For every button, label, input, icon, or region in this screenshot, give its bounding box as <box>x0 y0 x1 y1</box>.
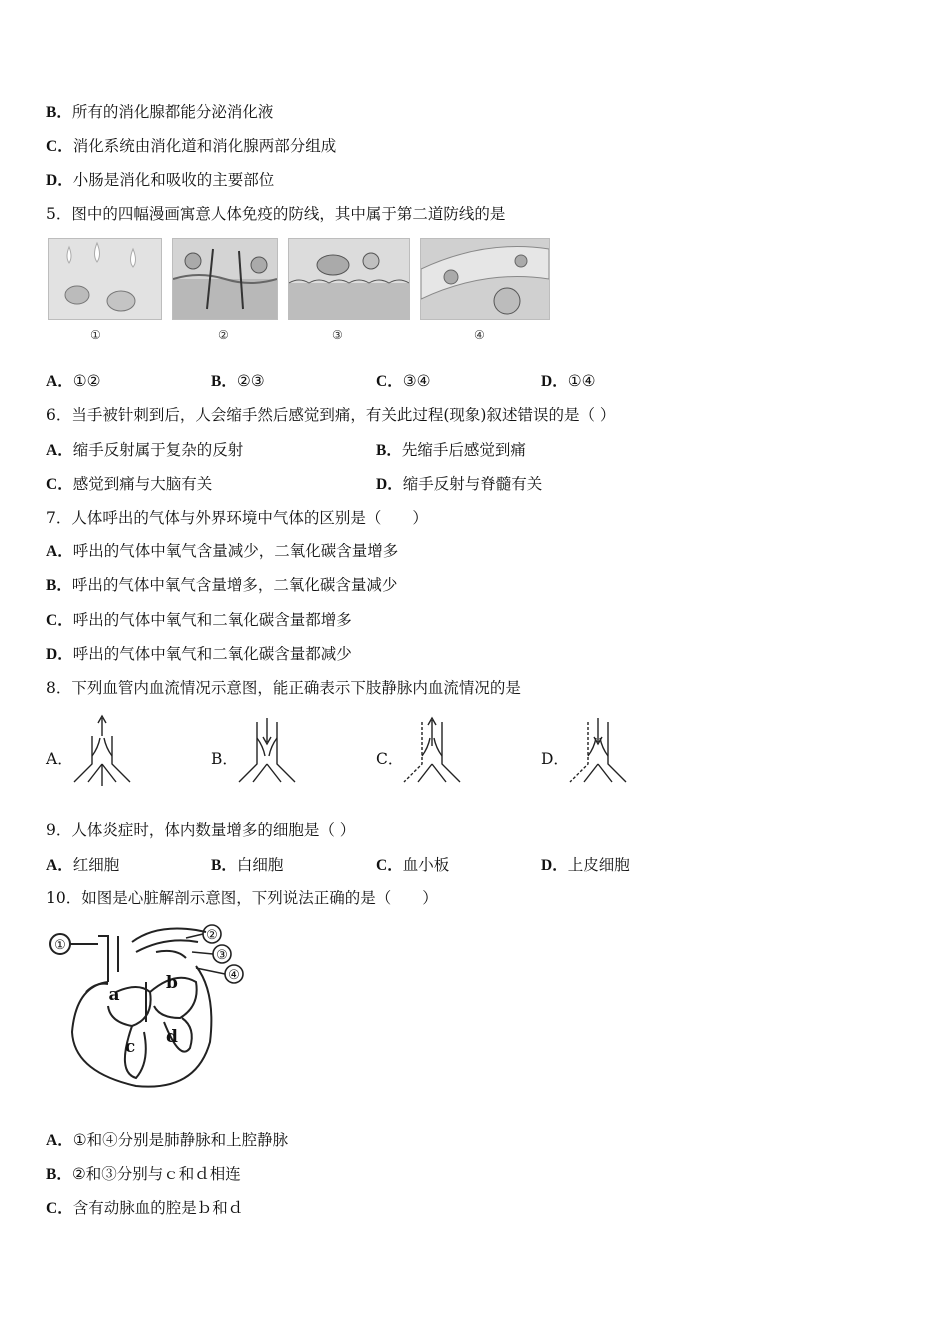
option-label: A． <box>46 1132 73 1149</box>
comic-caption-2: ② <box>218 328 229 342</box>
option-label: B． <box>211 373 237 390</box>
q8-option-c-label: C． <box>376 750 404 768</box>
option-label: B． <box>46 1166 72 1183</box>
vessel-diagram-b <box>235 712 315 790</box>
q9-option-d <box>541 855 630 876</box>
q8-option-a-label: A． <box>46 750 73 768</box>
option-label: B． <box>46 577 72 594</box>
option-label: A． <box>46 442 73 459</box>
vessel-diagram-c <box>400 712 480 790</box>
q5-stem: 5．图中的四幅漫画寓意人体免疫的防线，其中属于第二道防线的是 <box>46 205 506 223</box>
option-text: 含有动脉血的腔是ｂ和ｄ <box>72 1199 244 1217</box>
option-label: A． <box>46 373 73 390</box>
heart-chamber-a: a <box>108 985 120 1005</box>
option-label: D． <box>46 172 73 189</box>
q7-stem: 7．人体呼出的气体与外界环境中气体的区别是（ ） <box>46 509 428 527</box>
heart-chamber-c: c <box>124 1037 136 1057</box>
q8-option-d-label: D． <box>541 750 569 768</box>
q5-option-d <box>541 371 596 392</box>
option-label: D． <box>376 476 403 493</box>
q6-option-b <box>376 440 526 461</box>
option-text: 白细胞 <box>236 856 284 874</box>
option-label: C． <box>376 857 403 874</box>
option-label: C． <box>46 476 73 493</box>
vessel-diagram-a <box>70 712 150 790</box>
q10-option-a <box>46 1130 288 1151</box>
immunity-comic-4 <box>420 238 550 320</box>
q6-option-c <box>46 474 212 495</box>
option-label: D． <box>541 857 568 874</box>
option-text: 呼出的气体中氧气含量减少，二氧化碳含量增多 <box>72 542 399 560</box>
heart-label-3: ③ <box>216 948 228 963</box>
option-text: 缩手反射与脊髓有关 <box>402 475 543 493</box>
q10-stem: 10．如图是心脏解剖示意图，下列说法正确的是（ ） <box>46 889 438 907</box>
q5-option-b <box>211 371 265 392</box>
q9-option-b <box>211 855 283 876</box>
option-label: C． <box>46 138 73 155</box>
heart-label-1: ① <box>54 938 66 953</box>
option-text: ①④ <box>567 372 596 390</box>
heart-label-4: ④ <box>228 968 240 983</box>
vessel-diagram-d <box>566 712 646 790</box>
q6-option-d <box>376 474 542 495</box>
option-label: A． <box>46 543 73 560</box>
option-label: B． <box>46 104 72 121</box>
option-label: C． <box>46 612 73 629</box>
q7-option-a <box>46 541 398 562</box>
option-label: B． <box>211 857 237 874</box>
comic-caption-4: ④ <box>474 328 485 342</box>
option-text: 感觉到痛与大脑有关 <box>72 475 213 493</box>
q5-option-c <box>376 371 431 392</box>
heart-chamber-b: b <box>166 973 178 993</box>
option-text: 缩手反射属于复杂的反射 <box>72 441 244 459</box>
q5-option-a <box>46 371 101 392</box>
option-label: A． <box>46 857 73 874</box>
option-label: B． <box>376 442 402 459</box>
option-text: ②和③分别与ｃ和ｄ相连 <box>71 1165 241 1183</box>
option-text: 上皮细胞 <box>567 856 630 874</box>
option-text: 消化系统由消化道和消化腺两部分组成 <box>72 137 337 155</box>
option-text: ②③ <box>236 372 265 390</box>
option-text: 红细胞 <box>72 856 120 874</box>
heart-chamber-d: d <box>166 1027 178 1047</box>
q10-option-c <box>46 1198 243 1219</box>
option-label: D． <box>541 373 568 390</box>
option-label: D． <box>46 646 73 663</box>
q7-option-b <box>46 575 397 596</box>
option-text: 小肠是消化和吸收的主要部位 <box>72 171 275 189</box>
q4-option-c <box>46 136 336 157</box>
q9-option-c <box>376 855 449 876</box>
q8-stem: 8．下列血管内血流情况示意图，能正确表示下肢静脉内血流情况的是 <box>46 679 521 697</box>
heart-label-2: ② <box>206 928 218 943</box>
q9-option-a <box>46 855 119 876</box>
option-text: ①和④分别是肺静脉和上腔静脉 <box>72 1131 289 1149</box>
option-text: 血小板 <box>402 856 450 874</box>
option-label: C． <box>376 373 403 390</box>
immunity-comic-2 <box>172 238 278 320</box>
heart-anatomy-diagram <box>46 922 256 1092</box>
option-text: 所有的消化腺都能分泌消化液 <box>71 103 274 121</box>
immunity-comic-1 <box>48 238 162 320</box>
option-text: 先缩手后感觉到痛 <box>401 441 526 459</box>
q6-stem: 6．当手被针刺到后，人会缩手然后感觉到痛，有关此过程(现象)叙述错误的是（ ） <box>46 406 616 424</box>
q4-option-d <box>46 170 274 191</box>
option-label: C． <box>46 1200 73 1217</box>
option-text: ①② <box>72 372 101 390</box>
option-text: 呼出的气体中氧气含量增多，二氧化碳含量减少 <box>71 576 398 594</box>
q6-option-a <box>46 440 243 461</box>
q7-option-c <box>46 610 352 631</box>
q9-stem: 9．人体炎症时，体内数量增多的细胞是（ ） <box>46 821 356 839</box>
q10-option-b <box>46 1164 241 1185</box>
option-text: ③④ <box>402 372 431 390</box>
comic-caption-1: ① <box>90 328 101 342</box>
q7-option-d <box>46 644 352 665</box>
option-text: 呼出的气体中氧气和二氧化碳含量都增多 <box>72 611 352 629</box>
q8-option-b-label: B． <box>211 750 238 768</box>
option-text: 呼出的气体中氧气和二氧化碳含量都减少 <box>72 645 352 663</box>
immunity-comic-3 <box>288 238 410 320</box>
comic-caption-3: ③ <box>332 328 343 342</box>
q4-option-b <box>46 102 273 123</box>
